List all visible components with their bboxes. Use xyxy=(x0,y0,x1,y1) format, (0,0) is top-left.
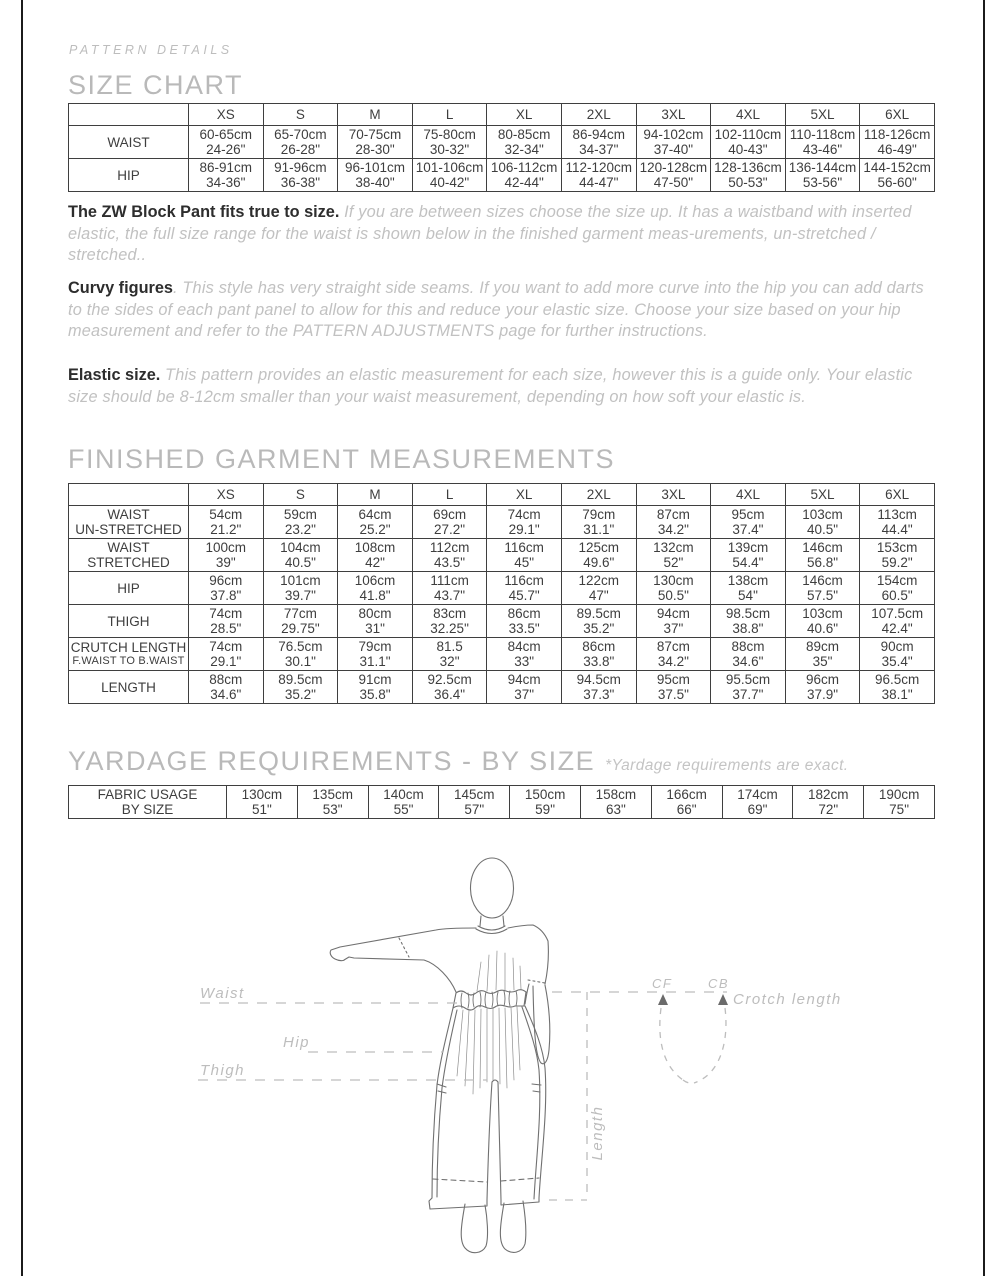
shirt-gathers xyxy=(477,951,521,991)
size-column-header: XS xyxy=(189,104,264,126)
measurement-cell: 112cm 43.5" xyxy=(412,539,487,572)
measurement-cell: 96-101cm 38-40" xyxy=(338,159,413,192)
measurement-cell: 86cm 33.8" xyxy=(561,638,636,671)
measurement-cell: 174cm 69" xyxy=(722,786,793,819)
measurement-cell: 113cm 44.4" xyxy=(860,506,935,539)
measurement-cell: 101cm 39.7" xyxy=(263,572,338,605)
curvy-figures-paragraph xyxy=(68,278,936,343)
measurement-cell: 74cm 29.1" xyxy=(189,638,264,671)
measurement-cell: 112-120cm 44-47" xyxy=(561,159,636,192)
size-column-header: 6XL xyxy=(860,484,935,506)
measurement-cell: 91cm 35.8" xyxy=(338,671,413,704)
measurement-cell: 96.5cm 38.1" xyxy=(860,671,935,704)
measurement-cell: 80-85cm 32-34" xyxy=(487,126,562,159)
table-row xyxy=(69,638,935,671)
corner-cell xyxy=(69,104,189,126)
cb-arrow-icon xyxy=(718,994,728,1005)
row-label: HIP xyxy=(69,572,189,605)
hem-stitch-lines xyxy=(433,1178,539,1182)
elastic-size-paragraph xyxy=(68,365,936,408)
size-column-header: 2XL xyxy=(561,104,636,126)
size-column-header: M xyxy=(338,484,413,506)
size-column-header: L xyxy=(412,104,487,126)
fit-paragraph xyxy=(68,202,936,267)
measurement-cell: 90cm 35.4" xyxy=(860,638,935,671)
measurement-cell: 104cm 40.5" xyxy=(263,539,338,572)
size-column-header: XS xyxy=(189,484,264,506)
measurement-cell: 146cm 56.8" xyxy=(785,539,860,572)
figure-right-shoulder-sleeve xyxy=(508,925,548,984)
measurement-cell: 79cm 31.1" xyxy=(561,506,636,539)
cb-label: CB xyxy=(708,976,730,991)
measurement-cell: 92.5cm 36.4" xyxy=(412,671,487,704)
finished-measurements-table xyxy=(68,483,935,704)
measurement-cell: 101-106cm 40-42" xyxy=(412,159,487,192)
measurement-cell: 87cm 34.2" xyxy=(636,506,711,539)
measurement-cell: 74cm 29.1" xyxy=(487,506,562,539)
measurement-cell: 95cm 37.4" xyxy=(711,506,786,539)
table-row xyxy=(69,506,935,539)
pattern-details-eyebrow: PATTERN DETAILS xyxy=(69,43,233,57)
size-column-header: 3XL xyxy=(636,484,711,506)
garment-measurement-diagram xyxy=(0,838,1000,1276)
row-label: LENGTH xyxy=(69,671,189,704)
table-row xyxy=(69,159,935,192)
measurement-cell: 146cm 57.5" xyxy=(785,572,860,605)
measurement-cell: 140cm 55" xyxy=(368,786,439,819)
measurement-cell: 69cm 27.2" xyxy=(412,506,487,539)
pant-outseam-left xyxy=(432,1008,453,1198)
waistband-top xyxy=(456,990,526,995)
size-column-header: S xyxy=(263,484,338,506)
right-sleeve-cuff xyxy=(528,980,545,983)
measurement-cell: 86cm 33.5" xyxy=(487,605,562,638)
row-label: WAIST STRETCHED xyxy=(69,539,189,572)
yardage-note: *Yardage requirements are exact. xyxy=(605,757,849,774)
measurement-cell: 103cm 40.5" xyxy=(785,506,860,539)
measurement-cell: 64cm 25.2" xyxy=(338,506,413,539)
figure-head xyxy=(471,858,514,918)
cf-label: CF xyxy=(652,976,673,991)
table-row xyxy=(69,572,935,605)
measurement-cell: 95cm 37.5" xyxy=(636,671,711,704)
measurement-cell: 79cm 31.1" xyxy=(338,638,413,671)
measurement-cell: 135cm 53" xyxy=(297,786,368,819)
measurement-cell: 88cm 34.6" xyxy=(711,638,786,671)
measurement-cell: 103cm 40.6" xyxy=(785,605,860,638)
size-column-header: 4XL xyxy=(711,104,786,126)
size-column-header: XL xyxy=(487,104,562,126)
measurement-cell: 125cm 49.6" xyxy=(561,539,636,572)
left-sleeve-cuff xyxy=(399,938,409,957)
measurement-cell: 182cm 72" xyxy=(793,786,864,819)
measurement-cell: 120-128cm 47-50" xyxy=(636,159,711,192)
measurement-annotations xyxy=(198,992,727,1200)
measurement-cell: 106-112cm 42-44" xyxy=(487,159,562,192)
measurement-cell: 110-118cm 43-46" xyxy=(785,126,860,159)
measurement-cell: 94.5cm 37.3" xyxy=(561,671,636,704)
figure-right-foot xyxy=(500,1201,525,1252)
size-chart-table xyxy=(68,103,935,192)
size-column-header: 6XL xyxy=(860,104,935,126)
measurement-cell: 95.5cm 37.7" xyxy=(711,671,786,704)
thigh-label: Thigh xyxy=(200,1062,246,1079)
measurement-cell: 116cm 45.7" xyxy=(487,572,562,605)
waistband-bottom xyxy=(453,1005,524,1010)
measurement-cell: 86-94cm 34-37" xyxy=(561,126,636,159)
row-label: CRUTCH LENGTH F.WAIST TO B.WAIST xyxy=(69,638,189,671)
measurement-cell: 91-96cm 36-38" xyxy=(263,159,338,192)
measurement-cell: 80cm 31" xyxy=(338,605,413,638)
row-label: THIGH xyxy=(69,605,189,638)
yardage-table xyxy=(68,785,935,819)
measurement-cell: 154cm 60.5" xyxy=(860,572,935,605)
size-column-header: 4XL xyxy=(711,484,786,506)
size-column-header: L xyxy=(412,484,487,506)
measurement-cell: 144-152cm 56-60" xyxy=(860,159,935,192)
row-label: WAIST xyxy=(69,126,189,159)
measurement-cell: 59cm 23.2" xyxy=(263,506,338,539)
measurement-cell: 86-91cm 34-36" xyxy=(189,159,264,192)
row-label: WAIST UN-STRETCHED xyxy=(69,506,189,539)
measurement-cell: 54cm 21.2" xyxy=(189,506,264,539)
length-label: Length xyxy=(589,1105,606,1161)
measurement-cell: 106cm 41.8" xyxy=(338,572,413,605)
corner-cell xyxy=(69,484,189,506)
measurement-cell: 108cm 42" xyxy=(338,539,413,572)
measurement-cell: 88cm 34.6" xyxy=(189,671,264,704)
table-row xyxy=(69,671,935,704)
fit-paragraph-lead: The ZW Block Pant fits true to size. xyxy=(68,203,340,221)
measurement-cell: 77cm 29.75" xyxy=(263,605,338,638)
row-label: FABRIC USAGE BY SIZE xyxy=(69,786,227,819)
measurement-cell: 138cm 54" xyxy=(711,572,786,605)
measurement-cell: 190cm 75" xyxy=(864,786,935,819)
measurement-cell: 107.5cm 42.4" xyxy=(860,605,935,638)
measurement-cell: 122cm 47" xyxy=(561,572,636,605)
figure-sketch xyxy=(330,858,550,1253)
measurement-cell: 158cm 63" xyxy=(580,786,651,819)
curvy-figures-body: . This style has very straight side seams. If you want to add more curve into the hip you can add darts to the sides of each pant panel to allow for this and reduce your elastic size. Choose your size based on your hip measurement and refer to the PATTERN ADJUSTMENTS page for further instructions. xyxy=(68,279,924,340)
pant-hem-right xyxy=(498,1082,539,1205)
measurement-cell: 150cm 59" xyxy=(510,786,581,819)
hip-label: Hip xyxy=(283,1034,311,1051)
measurement-cell: 87cm 34.2" xyxy=(636,638,711,671)
measurement-cell: 96cm 37.8" xyxy=(189,572,264,605)
elastic-size-lead: Elastic size. xyxy=(68,366,161,384)
measurement-cell: 70-75cm 28-30" xyxy=(338,126,413,159)
figure-left-foot xyxy=(461,1204,487,1253)
size-column-header: 5XL xyxy=(785,104,860,126)
elastic-size-body: This pattern provides an elastic measurement for each size, however this is a guide only. Your elastic size should be 8-12cm smaller than your waist measurement, depending on how soft your elastic is. xyxy=(68,366,913,406)
measurement-cell: 118-126cm 46-49" xyxy=(860,126,935,159)
fit-paragraph-body: If you are between sizes choose the size up. It has a waistband with inserted elastic, the full size range for the waist is shown below in the finished garment meas-urements, un-stretched / stretched.. xyxy=(68,203,912,264)
size-column-header: 3XL xyxy=(636,104,711,126)
measurement-cell: 98.5cm 38.8" xyxy=(711,605,786,638)
size-column-header: M xyxy=(338,104,413,126)
measurement-cell: 94-102cm 37-40" xyxy=(636,126,711,159)
pocket-notches xyxy=(437,1084,541,1093)
measurement-cell: 153cm 59.2" xyxy=(860,539,935,572)
table-row xyxy=(69,126,935,159)
size-column-header: 5XL xyxy=(785,484,860,506)
measurement-cell: 83cm 32.25" xyxy=(412,605,487,638)
pant-panel-seam-left xyxy=(437,1010,457,1197)
yardage-heading xyxy=(68,746,849,777)
measurement-cell: 89.5cm 35.2" xyxy=(263,671,338,704)
pant-drape-lines xyxy=(457,1007,520,1094)
measurement-cell: 166cm 66" xyxy=(651,786,722,819)
measurement-cell: 130cm 50.5" xyxy=(636,572,711,605)
cf-arrow-icon xyxy=(658,994,668,1005)
waist-label: Waist xyxy=(200,985,245,1002)
size-chart-heading: SIZE CHART xyxy=(68,70,244,100)
measurement-cell: 132cm 52" xyxy=(636,539,711,572)
measurement-cell: 145cm 57" xyxy=(439,786,510,819)
pant-inseam-left xyxy=(487,1082,492,1200)
measurement-cell: 139cm 54.4" xyxy=(711,539,786,572)
measurement-cell: 60-65cm 24-26" xyxy=(189,126,264,159)
table-row xyxy=(69,605,935,638)
measurement-cell: 96cm 37.9" xyxy=(785,671,860,704)
curvy-figures-lead: Curvy figures xyxy=(68,279,173,297)
pant-hem-left xyxy=(429,1198,487,1209)
measurement-cell: 130cm 51" xyxy=(227,786,298,819)
measurement-cell: 94cm 37" xyxy=(636,605,711,638)
crotch-length-label: Crotch length xyxy=(733,991,842,1008)
size-column-header: XL xyxy=(487,484,562,506)
measurement-cell: 102-110cm 40-43" xyxy=(711,126,786,159)
measurement-cell: 65-70cm 26-28" xyxy=(263,126,338,159)
measurement-cell: 94cm 37" xyxy=(487,671,562,704)
measurement-cell: 128-136cm 50-53" xyxy=(711,159,786,192)
size-column-header: 2XL xyxy=(561,484,636,506)
row-label: HIP xyxy=(69,159,189,192)
measurement-cell: 84cm 33" xyxy=(487,638,562,671)
measurement-cell: 100cm 39" xyxy=(189,539,264,572)
measurement-cell: 111cm 43.7" xyxy=(412,572,487,605)
crotch-curve xyxy=(660,1008,726,1083)
figure-extended-arm xyxy=(330,928,476,992)
measurement-cell: 136-144cm 53-56" xyxy=(785,159,860,192)
table-row xyxy=(69,786,935,819)
figure-collar xyxy=(476,926,507,934)
measurement-cell: 116cm 45" xyxy=(487,539,562,572)
measurement-cell: 81.5 32" xyxy=(412,638,487,671)
measurement-cell: 89cm 35" xyxy=(785,638,860,671)
yardage-heading-text: YARDAGE REQUIREMENTS - BY SIZE xyxy=(68,746,596,776)
measurement-cell: 89.5cm 35.2" xyxy=(561,605,636,638)
size-column-header: S xyxy=(263,104,338,126)
measurement-cell: 74cm 28.5" xyxy=(189,605,264,638)
diagram-labels xyxy=(200,976,842,1160)
measurement-cell: 76.5cm 30.1" xyxy=(263,638,338,671)
finished-measurements-heading: FINISHED GARMENT MEASUREMENTS xyxy=(68,444,616,474)
measurement-cell: 75-80cm 30-32" xyxy=(412,126,487,159)
table-row xyxy=(69,539,935,572)
